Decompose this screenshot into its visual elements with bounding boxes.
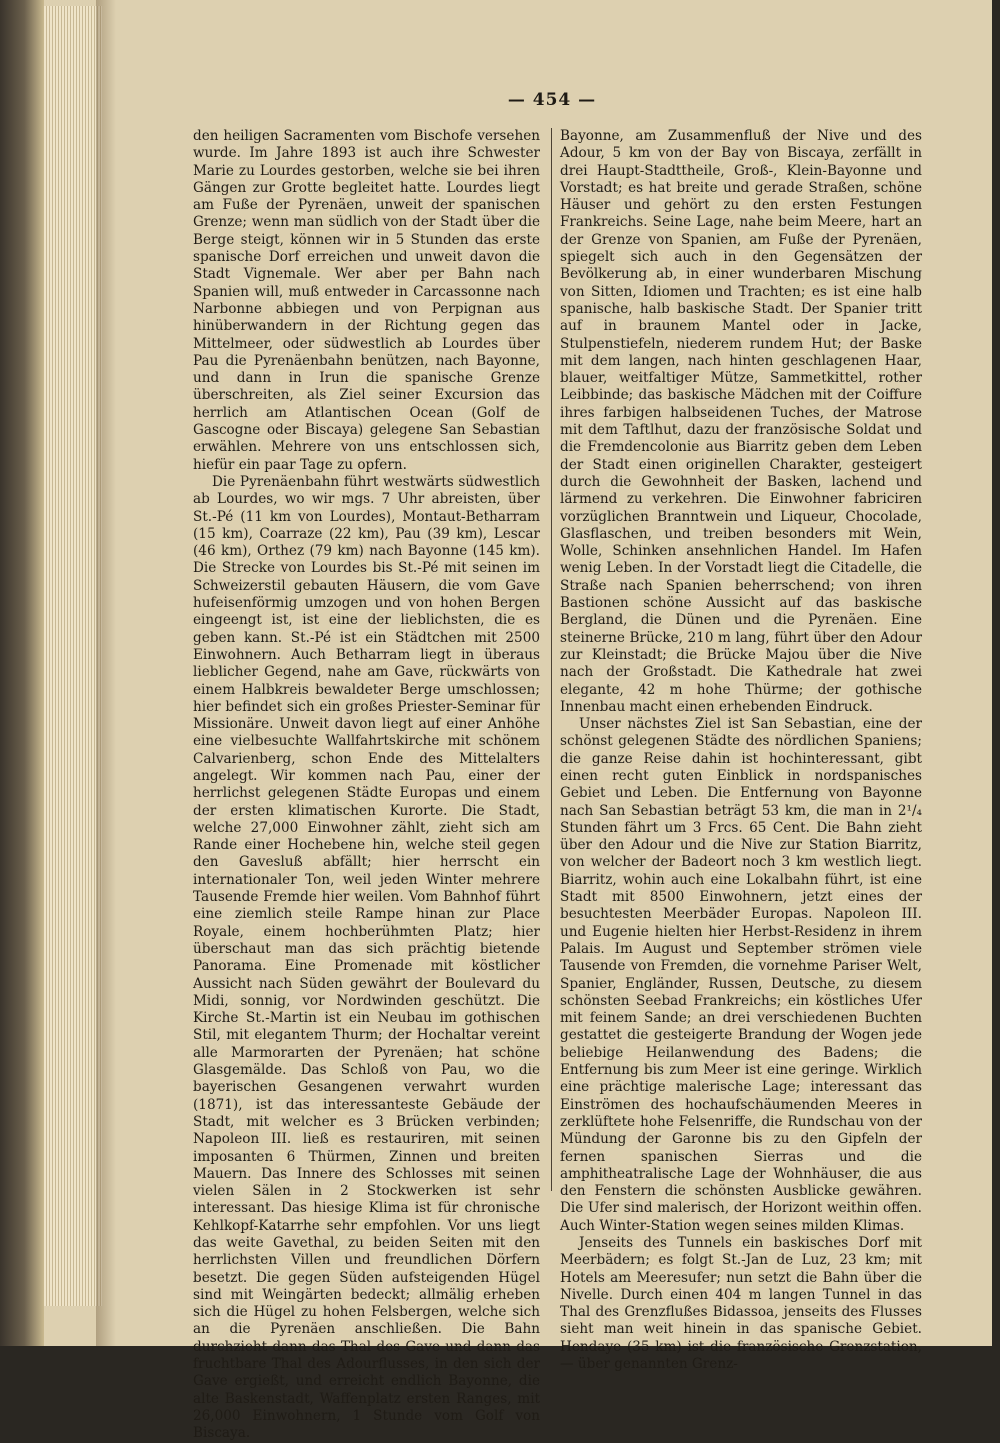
paragraph: den heiligen Sacramenten vom Bischofe versehen wurde. Im Jahre 1893 ist auch ihre Schwester Marie zu Lourdes gestorben, welche sie bei ihren Gängen zur Grotte begleitet hatte. Lourdes liegt am Fuße der Pyrenäen, unweit der spanischen Grenze; wenn man südlich von der Stadt über die Berge steigt, können wir in 5 Stunden das erste spanische Dorf erreichen und unweit davon die Stadt Vignemale. Wer aber per Bahn nach Spanien will, muß entweder in Carcassonne nach Narbonne abbiegen und von Perpignan aus hinüberwandern in der Richtung gegen das Mittelmeer, oder südwestlich ab Lourdes über Pau die Pyrenäenbahn benützen, nach Bayonne, und dann in Irun die spanische Grenze überschreiten, als Ziel seiner Excursion das herrlich am Atlantischen Ocean (Golf de Gascogne oder Biscaya) gelegene San Sebastian erwählen. Mehrere von uns entschlossen sich, hiefür ein paar Tage zu opfern. (193, 128, 540, 473)
paragraph: Die Pyrenäenbahn führt westwärts südwestlich ab Lourdes, wo wir mgs. 7 Uhr abreisten, über St.-Pé (11 km von Lourdes), Montaut-Betharram (15 km), Coarraze (22 km), Pau (39 km), Lescar (46 km), Orthez (79 km) nach Bayonne (145 km). Die Strecke von Lourdes bis St.-Pé mit seinen im Schweizerstil gebauten Häusern, die vom Gave hufeisenförmig umzogen und von hohen Bergen eingeengt ist, ist eine der lieblichsten, die es geben kann. St.-Pé ist ein Städtchen mit 2500 Einwohnern. Auch Betharram liegt in überaus lieblicher Gegend, nahe am Gave, rückwärts von einem Halbkreis bewaldeter Berge umschlossen; hier befindet sich ein großes Priester-Seminar für Missionäre. Unweit davon liegt auf einer Anhöhe eine vielbesuchte Wallfahrtskirche mit schönem Calvarienberg, schon Ende des Mittelalters angelegt. Wir kommen nach Pau, einer der herrlichst gelegenen Städte Europas und einem der ersten klimatischen Kurorte. Die Stadt, welche 27,000 Einwohner zählt, zieht sich am Rande einer Hochebene hin, welche steil gegen den Gavesluß abfällt; hier herrscht ein internationaler Ton, weil jeden Winter mehrere Tausende Fremde hier weilen. Vom Bahnhof führt eine ziemlich steile Rampe hinan zur Place Royale, einem hochberühmten Platz; hier überschaut man das sich prächtig bietende Panorama. Eine Promenade mit köstlicher Aussicht nach Süden gewährt der Boulevard du Midi, sonnig, vor Nordwinden geschützt. Die Kirche St.-Martin ist ein Neubau im gothischen Stil, mit elegantem Thurm; der Hochaltar vereint alle Marmorarten der Pyrenäen; hat schöne Glasgemälde. Das Schloß von Pau, wo die bayerischen Gesangenen verwahrt wurden (1871), ist das interessanteste Gebäude der Stadt, mit welcher es 3 Brücken verbinden; Napoleon III. ließ es restauriren, mit seinen imposanten 6 Thürmen, Zinnen und breiten Mauern. Das Innere des Schlosses mit seinen vielen Sälen in 2 Stockwerken ist sehr interessant. Das hiesige Klima ist für chronische Kehlkopf-Katarrhe sehr empfohlen. Vor uns liegt das weite Gavethal, zu beiden Seiten mit den herrlichsten Villen und freundlichen Dörfern besetzt. Die gegen Süden aufsteigenden Hügel sind mit Weingärten bedeckt; allmälig erheben sich die Hügel zu hohen Felsbergen, welche sich an die Pyrenäen anschließen. Die Bahn durchzieht dann das Thal des Gave und dann das fruchtbare Thal des Adourflusses, in den sich der Gave ergießt, und erreicht endlich Bayonne, die alte Baskenstadt, Waffenplatz ersten Ranges, mit 26,000 Einwohnern, 1 Stunde vom Golf von Biscaya. (193, 473, 540, 1442)
left-column (193, 128, 540, 1443)
paragraph: Bayonne, am Zusammenfluß der Nive und des Adour, 5 km von der Bay von Biscaya, zerfällt in drei Haupt-Stadttheile, Groß-, Klein-Bayonne und Vorstadt; es hat breite und gerade Straßen, schöne Häuser und gehört zu den ersten Festungen Frankreichs. Seine Lage, nahe beim Meere, hart an der Grenze von Spanien, am Fuße der Pyrenäen, spiegelt sich auch in den Gegensätzen der Bevölkerung ab, in einer wunderbaren Mischung von Sitten, Idiomen und Trachten; es ist eine halb spanische, halb baskische Stadt. Der Spanier tritt auf in braunem Mantel oder in Jacke, Stulpenstiefeln, niederem rundem Hut; der Baske mit dem langen, nach hinten geschlagenen Haar, blauer, weitfaltiger Mütze, Sammetkittel, rother Leibbinde; das baskische Mädchen mit der Coiffure ihres farbigen halbseidenen Tuches, der Matrose mit dem Taftlhut, dazu der französische Soldat und die Fremdencolonie aus Biarritz geben dem Leben der Stadt einen originellen Charakter, gesteigert durch die Gewohnheit der Basken, lachend und lärmend zu verkehren. Die Einwohner fabriciren vorzüglichen Branntwein und Liqueur, Chocolade, Glasflaschen, und treiben besonders mit Wein, Wolle, Schinken ansehnlichen Handel. Im Hafen wenig Leben. In der Vorstadt liegt die Citadelle, die Straße nach Spanien beherrschend; von ihren Bastionen schöne Aussicht auf das baskische Bergland, die Dünen und die Pyrenäen. Eine steinerne Brücke, 210 m lang, führt über den Adour zur Kleinstadt; die Brücke Majou über die Nive nach der Großstadt. Die Kathedrale hat zwei elegante, 42 m hohe Thürme; der gothische Innenbau macht einen erhebenden Eindruck. (560, 128, 922, 715)
gutter-shade (96, 0, 116, 1346)
binding-shadow (0, 0, 44, 1346)
scan-border (992, 0, 1000, 1346)
right-column (560, 128, 922, 1373)
paragraph: Jenseits des Tunnels ein baskisches Dorf mit Meerbädern; es folgt St.-Jan de Luz, 23 km; mit Hotels am Meeresufer; nun setzt die Bahn über die Nivelle. Durch einen 404 m langen Tunnel in das Thal des Grenzflußes Bidassoa, jenseits des Flusses sieht man weit hinein in das spanische Gebiet. Hendaye (35 km) ist die französische Grenzstation, — über genannten Grenz- (560, 1235, 922, 1373)
page-number: — 454 — (507, 90, 597, 110)
paragraph: Unser nächstes Ziel ist San Sebastian, eine der schönst gelegenen Städte des nördlichen Spaniens; die ganze Reise dahin ist hochinteressant, gibt einen recht guten Einblick in nordspanisches Gebiet und Leben. Die Entfernung von Bayonne nach San Sebastian beträgt 53 km, die man in 2¹/₄ Stunden fährt um 3 Frcs. 65 Cent. Die Bahn zieht über den Adour und die Nive zur Station Biarritz, von welcher der Badeort noch 3 km westlich liegt. Biarritz, wohin auch eine Lokalbahn führt, ist eine Stadt mit 8500 Einwohnern, jetzt eines der besuchtesten Meerbäder Europas. Napoleon III. und Eugenie hielten hier Herbst-Residenz in ihrem Palais. Im August und September strömen viele Tausende von Fremden, die vornehme Pariser Welt, Spanier, Engländer, Russen, Deutsche, zu diesem schönsten Seebad Frankreichs; ein köstliches Ufer mit feinem Sande; an drei verschiedenen Buchten gestattet die gesteigerte Brandung der Wogen jede beliebige Heilanwendung des Badens; die Entfernung bis zum Meer ist eine geringe. Wirklich eine prächtige malerische Lage; interessant das Einströmen des hochaufschäumenden Meeres in zerklüftete hohe Felsenriffe, die Rundschau von der Mündung der Garonne bis zu den Gipfeln der fernen spanischen Sierras und die amphitheatralische Lage der Wohnhäuser, die aus den Fenstern die schönsten Ausblicke gewähren. Die Ufer sind malerisch, der Horizont weithin offen. Auch Winter-Station wegen seines milden Klimas. (560, 716, 922, 1234)
column-divider (551, 128, 552, 1191)
page-edges (44, 6, 102, 1306)
